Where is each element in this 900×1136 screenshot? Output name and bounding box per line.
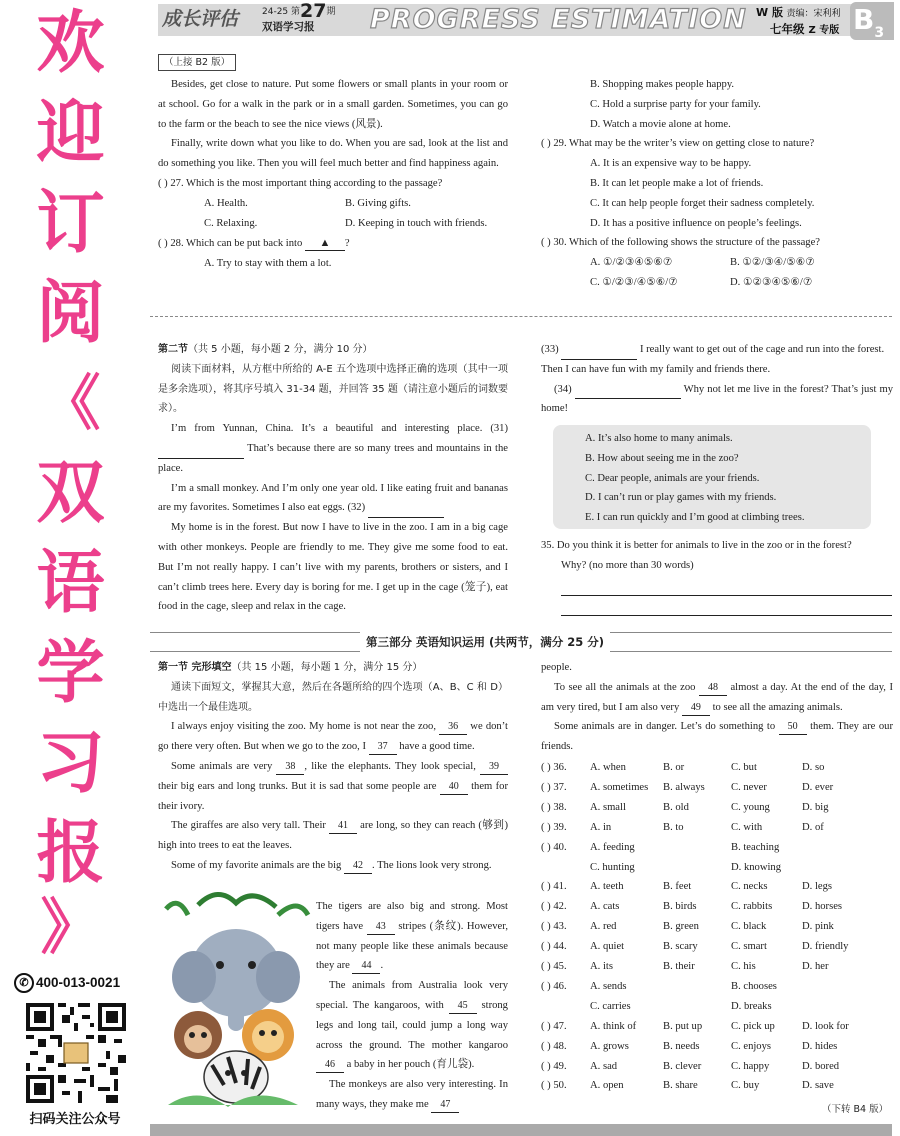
option[interactable]: B. ①②/③④/⑤⑥⑦ bbox=[730, 257, 815, 269]
answer-option[interactable]: B. green bbox=[663, 921, 699, 933]
answer-option[interactable]: A. sends bbox=[590, 980, 627, 992]
option[interactable]: D. It has a positive influence on people’s feelings. bbox=[590, 217, 802, 229]
cloze-question-row bbox=[541, 1037, 893, 1057]
answer-option[interactable]: D. save bbox=[802, 1080, 834, 1092]
answer-option[interactable]: A. cats bbox=[590, 901, 620, 913]
q35-text: 35. Do you think it is better for animals to live in the zoo or in the forest? bbox=[541, 540, 852, 551]
q27-options bbox=[158, 194, 508, 214]
answer-option[interactable]: D. breaks bbox=[731, 1000, 772, 1012]
cloze-blank[interactable]: 47 bbox=[431, 1098, 459, 1113]
cloze-blank[interactable]: 43 bbox=[367, 920, 395, 935]
cloze-question-row bbox=[541, 897, 893, 917]
question-number: ( ) 46. bbox=[541, 980, 567, 992]
version: W 版 bbox=[756, 6, 783, 19]
para-text: The animals from Australia look very special. The kangaroos, with bbox=[316, 980, 508, 1011]
answer-option[interactable]: C. enjoys bbox=[731, 1040, 772, 1052]
passage-paragraph bbox=[158, 419, 508, 478]
option[interactable]: A. ①/②③④⑤⑥⑦ bbox=[590, 257, 673, 269]
answer-option[interactable]: A. when bbox=[590, 762, 626, 773]
cloze-blank[interactable]: 44 bbox=[352, 959, 380, 974]
cloze-text: people. bbox=[541, 662, 572, 673]
answer-option[interactable]: B. to bbox=[663, 821, 684, 833]
answer-option[interactable]: A. think of bbox=[590, 1020, 637, 1032]
answer-option[interactable]: A. grows bbox=[590, 1040, 629, 1052]
question-number: ( ) 40. bbox=[541, 841, 567, 853]
para-text: The giraffes are also very tall. Their bbox=[171, 820, 330, 832]
question-35 bbox=[541, 536, 893, 616]
section2-note: （共 5 小题，每小题 2 分，满分 10 分） bbox=[188, 344, 373, 355]
banner-title: PROGRESS ESTIMATION bbox=[370, 4, 747, 35]
phone-icon: ✆ bbox=[14, 973, 34, 993]
cloze-blank[interactable]: 39 bbox=[480, 760, 508, 775]
cloze-blank[interactable]: 50 bbox=[779, 720, 807, 735]
paper-name: 双语学习报 bbox=[262, 21, 315, 33]
passage-paragraph bbox=[541, 340, 893, 380]
option[interactable]: B. Giving gifts. bbox=[345, 197, 411, 209]
cloze-blank[interactable]: 48 bbox=[699, 681, 727, 696]
answer-option[interactable]: C. never bbox=[731, 781, 767, 793]
page-header bbox=[150, 0, 900, 44]
qr-caption: 扫码关注公众号 bbox=[29, 1112, 121, 1127]
cloze-blank[interactable]: 41 bbox=[329, 819, 357, 834]
option[interactable]: D. Watch a movie alone at home. bbox=[590, 118, 731, 130]
answer-option[interactable]: D. hides bbox=[802, 1040, 838, 1052]
cloze-paragraph bbox=[541, 678, 893, 718]
cloze-paragraph bbox=[541, 717, 893, 757]
cloze-instructions: 通读下面短文，掌握其大意，然后在各题所给的四个选项（A、B、C 和 D）中选出一个最佳选项。 bbox=[158, 681, 508, 713]
answer-option[interactable]: A. red bbox=[590, 921, 617, 933]
para-text: (33) bbox=[541, 344, 559, 355]
option[interactable]: C. It can help people forget their sadness completely. bbox=[590, 197, 815, 209]
question-number: ( ) 43. bbox=[541, 921, 567, 933]
answer-option[interactable]: C. carries bbox=[590, 1000, 631, 1012]
answer-line-34[interactable] bbox=[575, 385, 681, 399]
section2-heading: 第二节 bbox=[158, 344, 188, 355]
answer-option[interactable]: A. quiet bbox=[590, 941, 625, 953]
cloze-blank[interactable]: 36 bbox=[439, 720, 467, 735]
para-text: Why not let me live in the forest? That’s just my home! bbox=[541, 383, 893, 415]
answer-option[interactable]: C. happy bbox=[731, 1060, 770, 1072]
edition: Z 专版 bbox=[808, 25, 840, 36]
answer-option[interactable]: C. his bbox=[731, 961, 756, 972]
cloze-question-row bbox=[541, 957, 893, 977]
header-logo: 成长评估 bbox=[162, 8, 239, 30]
option[interactable]: B. Shopping makes people happy. bbox=[590, 79, 735, 90]
answer-option[interactable]: C. necks bbox=[731, 881, 768, 893]
answer-option[interactable]: D. of bbox=[802, 821, 824, 833]
cloze-question-row bbox=[541, 838, 893, 858]
cloze-question-row bbox=[541, 937, 893, 957]
answer-option[interactable]: D. ever bbox=[802, 781, 834, 793]
cloze-paragraph bbox=[158, 757, 508, 816]
promo-char: 双 bbox=[36, 454, 105, 533]
answer-option[interactable]: C. with bbox=[731, 821, 763, 833]
answer-line-33[interactable] bbox=[561, 346, 637, 360]
q27-options bbox=[158, 214, 508, 234]
question-number: ( ) 49. bbox=[541, 1060, 567, 1072]
cloze-question-row bbox=[541, 778, 893, 798]
cloze-note: （共 15 小题，每小题 1 分，满分 15 分） bbox=[231, 662, 423, 673]
option[interactable]: A. It is an expensive way to be happy. bbox=[590, 158, 752, 170]
para-text: have a good time. bbox=[396, 741, 475, 753]
answer-option[interactable]: D. knowing bbox=[731, 861, 782, 873]
cloze-paragraph bbox=[316, 976, 508, 1075]
promo-char: 》 bbox=[40, 893, 101, 963]
para-text: their big ears and long trunks. But it is sad that some people are bbox=[158, 780, 440, 792]
cloze-blank[interactable]: 40 bbox=[440, 780, 468, 795]
answer-option[interactable]: B. needs bbox=[663, 1040, 700, 1052]
question-number: ( ) 47. bbox=[541, 1020, 567, 1032]
question-28 bbox=[158, 234, 508, 254]
promo-char: 学 bbox=[36, 634, 105, 713]
passage-paragraph: My home is in the forest. But now I have to live in the zoo. I am in a big cage with other monkeys. People are friendly to me. They give me some food to eat. But I’m not really happy. I can’t live with my parents, brothers or sisters, and I can’t climb trees here. Every day is boring for me. I get up in the cage (笼子), eat food in the cage, sleep and relax in the cage. bbox=[158, 522, 508, 613]
para-text: Some animals are in danger. Let’s do something to bbox=[554, 721, 779, 733]
para-text: . The lions look very strong. bbox=[371, 859, 492, 871]
issue-no: 27 bbox=[300, 0, 327, 22]
q28-end: ? bbox=[344, 237, 350, 249]
cloze-left-column bbox=[158, 658, 508, 876]
footer-band bbox=[150, 1124, 892, 1136]
option[interactable]: D. Keeping in touch with friends. bbox=[345, 217, 488, 229]
question-number: ( ) 50. bbox=[541, 1080, 567, 1092]
promo-char: 语 bbox=[36, 544, 105, 623]
reading-left-column bbox=[158, 75, 508, 273]
question-30: ( ) 30. Which of the following shows the structure of the passage? bbox=[541, 237, 820, 249]
answer-option[interactable]: D. legs bbox=[802, 881, 833, 893]
question-number: ( ) 44. bbox=[541, 941, 567, 953]
question-number: ( ) 37. bbox=[541, 781, 567, 793]
cloze-title bbox=[158, 658, 508, 678]
box-option: C. Dear people, animals are your friends. bbox=[585, 472, 760, 484]
promo-char: 报 bbox=[36, 814, 105, 893]
grade-info bbox=[770, 22, 839, 38]
answer-option[interactable]: B. put up bbox=[663, 1020, 703, 1032]
para-text: I really want to get out of the cage and run into the forest. Then I can have fun with my family and friends there. bbox=[541, 344, 885, 375]
option[interactable]: C. Hold a surprise party for your family. bbox=[590, 98, 761, 110]
section-divider bbox=[150, 316, 892, 317]
question-number: ( ) 36. bbox=[541, 762, 567, 773]
cloze-right-column bbox=[541, 658, 893, 757]
answer-option[interactable]: C. young bbox=[731, 801, 770, 813]
option[interactable]: C. Relaxing. bbox=[204, 217, 258, 229]
para-text: That’s because there are so many trees and mountains in the place. bbox=[158, 442, 508, 474]
para-text: strong legs and long tail, could jump a long way across the ground. The mother kangaroo bbox=[316, 999, 508, 1051]
answer-option[interactable]: B. chooses bbox=[731, 980, 777, 992]
box-option: A. It’s also home to many animals. bbox=[585, 433, 733, 444]
cloze-question-row bbox=[541, 977, 893, 997]
section2-right-column bbox=[541, 340, 893, 419]
question-number: ( ) 45. bbox=[541, 961, 567, 972]
promo-char: 阅 bbox=[36, 274, 105, 353]
para-text: I’m from Yunnan, China. It’s a beautiful and interesting place. (31) bbox=[171, 423, 508, 435]
para-text: I’m a small monkey. And I’m only one year old. I like eating fruit and bananas are my favorites. Sometimes I also eat eggs. (32) bbox=[158, 482, 508, 514]
issue-number bbox=[262, 0, 336, 22]
answer-line-35[interactable] bbox=[561, 596, 892, 616]
qr-code[interactable] bbox=[26, 1003, 126, 1103]
cloze-question-row bbox=[541, 1076, 893, 1096]
para-text: . bbox=[380, 960, 384, 972]
q30-options bbox=[541, 273, 893, 293]
answer-line-35[interactable] bbox=[561, 576, 892, 596]
question-number: ( ) 41. bbox=[541, 881, 567, 893]
cloze-blank[interactable]: 38 bbox=[276, 760, 304, 775]
question-29: ( ) 29. What may be the writer’s view on getting close to nature? bbox=[541, 138, 815, 150]
box-option: E. I can run quickly and I’m good at climbing trees. bbox=[585, 512, 805, 524]
answer-option[interactable]: D. pink bbox=[802, 921, 834, 933]
box-option: D. I can’t run or play games with my friends. bbox=[585, 492, 777, 504]
box-option: B. How about seeing me in the zoo? bbox=[585, 452, 739, 464]
option[interactable]: B. It can let people make a lot of friends. bbox=[590, 177, 764, 189]
cloze-blank[interactable]: 37 bbox=[369, 740, 397, 755]
cloze-question-row bbox=[541, 997, 893, 1017]
option[interactable]: A. Health. bbox=[204, 197, 248, 209]
cloze-question-row bbox=[541, 758, 893, 778]
section2-left-column bbox=[158, 340, 508, 617]
continued-from-tag: （上接 B2 版） bbox=[158, 54, 236, 71]
para-text: Some of my favorite animals are the big bbox=[171, 859, 344, 871]
promo-char: 订 bbox=[36, 184, 105, 263]
answer-option[interactable]: D. look for bbox=[802, 1020, 849, 1032]
answer-option[interactable]: A. sometimes bbox=[590, 781, 649, 793]
cloze-blank[interactable]: 42 bbox=[344, 859, 372, 874]
issue-suffix: 期 bbox=[326, 7, 336, 17]
para-text: a baby in her pouch (育儿袋). bbox=[344, 1059, 475, 1071]
cloze-questions bbox=[541, 758, 893, 1098]
answer-option[interactable]: C. black bbox=[731, 921, 767, 933]
para-text: The monkeys are also very interesting. In many ways, they make me bbox=[316, 1079, 508, 1110]
cloze-blank[interactable]: 45 bbox=[449, 999, 477, 1014]
answer-option[interactable]: B. or bbox=[663, 762, 685, 773]
q30-options bbox=[541, 253, 893, 273]
hotline bbox=[14, 972, 138, 994]
page-number bbox=[850, 2, 894, 40]
answer-option[interactable]: A. sad bbox=[590, 1060, 618, 1072]
answer-option[interactable]: B. clever bbox=[663, 1060, 702, 1072]
answer-option[interactable]: D. big bbox=[802, 801, 829, 813]
para-text: The tigers are also big and strong. Most tigers have bbox=[316, 901, 508, 932]
answer-option[interactable]: A. small bbox=[590, 801, 626, 813]
answer-option[interactable]: B. feet bbox=[663, 881, 692, 893]
cloze-paragraph bbox=[316, 897, 508, 976]
page-digit: 3 bbox=[874, 25, 885, 41]
cloze-question-row bbox=[541, 798, 893, 818]
para-text: them for their ivory. bbox=[158, 780, 508, 812]
para-text: , like the elephants. They look special, bbox=[304, 760, 480, 772]
question-number: ( ) 39. bbox=[541, 821, 567, 833]
para-text: Some animals are very bbox=[171, 760, 277, 772]
promo-char: 迎 bbox=[36, 94, 105, 173]
animals-illustration bbox=[158, 885, 313, 1115]
answer-option[interactable]: B. teaching bbox=[731, 841, 780, 853]
reading-paragraph: Finally, write down what you like to do. When you are sad, look at the list and do something you like. Then you will feel much better and find happiness again. bbox=[158, 138, 508, 170]
answer-line-32[interactable] bbox=[368, 504, 444, 518]
cloze-paragraph bbox=[316, 1075, 508, 1115]
grade: 七年级 bbox=[770, 22, 805, 36]
answer-option[interactable]: A. in bbox=[590, 821, 612, 833]
answer-option[interactable]: C. pick up bbox=[731, 1020, 775, 1032]
hotline-number: 400-013-0021 bbox=[36, 975, 121, 990]
answer-option[interactable]: D. bored bbox=[802, 1060, 840, 1072]
answer-option[interactable]: D. her bbox=[802, 961, 829, 972]
question-number: ( ) 42. bbox=[541, 901, 567, 913]
q28-text: ( ) 28. Which can be put back into bbox=[158, 237, 303, 249]
answer-option[interactable]: D. horses bbox=[802, 901, 843, 913]
answer-option[interactable]: D. so bbox=[802, 762, 825, 773]
editor: 责编：宋利利 bbox=[786, 9, 841, 19]
reading-right-column bbox=[541, 75, 893, 293]
promo-column bbox=[0, 0, 140, 1136]
section2-title bbox=[158, 340, 508, 360]
para-text: stripes (条纹). However, not many people like these animals because they are bbox=[316, 920, 508, 972]
promo-char: 欢 bbox=[36, 4, 105, 83]
answer-option[interactable]: C. buy bbox=[731, 1080, 760, 1092]
answer-line-31[interactable] bbox=[158, 445, 244, 459]
options-box bbox=[553, 425, 871, 529]
reading-paragraph: Besides, get close to nature. Put some flowers or small plants in your room or at school. Go for a walk in the park or in a small garden. Sometimes, you can go to the farm or the beach to see the nice views (风景). bbox=[158, 79, 508, 130]
question-number: ( ) 38. bbox=[541, 801, 567, 813]
cloze-question-row bbox=[541, 818, 893, 838]
passage-paragraph bbox=[158, 479, 508, 519]
para-text: are long, so they can reach (够到) high into trees to eat the leaves. bbox=[158, 820, 508, 852]
cloze-left-column-2 bbox=[316, 897, 508, 1115]
cloze-paragraph bbox=[158, 856, 508, 876]
answer-option[interactable]: B. old bbox=[663, 801, 689, 813]
promo-char: 《 bbox=[40, 369, 101, 439]
promo-char: 习 bbox=[36, 724, 105, 803]
para-text: To see all the animals at the zoo bbox=[554, 681, 699, 693]
answer-option[interactable]: C. but bbox=[731, 762, 757, 773]
answer-option[interactable]: A. open bbox=[590, 1080, 624, 1092]
answer-option[interactable]: C. smart bbox=[731, 941, 767, 953]
answer-blank[interactable]: ▲ bbox=[305, 236, 345, 251]
answer-option[interactable]: A. feeding bbox=[590, 841, 635, 853]
q35-text: Why? (no more than 30 words) bbox=[561, 559, 694, 571]
cloze-question-row bbox=[541, 1017, 893, 1037]
answer-option[interactable]: C. rabbits bbox=[731, 901, 773, 913]
para-text: we don’t go there very often. But when we go to the zoo, I bbox=[158, 721, 508, 753]
answer-option[interactable]: B. scary bbox=[663, 941, 698, 953]
continued-to-tag: （下转 B4 版） bbox=[822, 1104, 889, 1115]
answer-option[interactable]: B. always bbox=[663, 781, 705, 793]
answer-option[interactable]: C. hunting bbox=[590, 861, 635, 873]
question-number: ( ) 48. bbox=[541, 1040, 567, 1052]
answer-option[interactable]: B. share bbox=[663, 1080, 698, 1092]
para-text: them. They are our friends. bbox=[541, 721, 893, 753]
cloze-paragraph bbox=[158, 816, 508, 856]
para-text: to see all the amazing animals. bbox=[709, 701, 843, 713]
option[interactable]: D. ①②③④⑤⑥/⑦ bbox=[730, 277, 813, 289]
cloze-question-row bbox=[541, 858, 893, 878]
answer-option[interactable]: A. teeth bbox=[590, 881, 624, 893]
cloze-question-row bbox=[541, 917, 893, 937]
para-text: almost a day. At the end of the day, I am very tired, but I am also very bbox=[541, 681, 893, 713]
cloze-paragraph bbox=[158, 717, 508, 757]
cloze-heading: 第一节 完形填空 bbox=[158, 662, 232, 673]
passage-paragraph bbox=[541, 380, 893, 420]
answer-option[interactable]: D. friendly bbox=[802, 941, 849, 953]
option[interactable]: A. Try to stay with them a lot. bbox=[204, 257, 332, 269]
part3-title: 第三部分 英语知识运用 (共两节，满分 25 分) bbox=[360, 632, 610, 652]
option[interactable]: C. ①/②③/④⑤⑥/⑦ bbox=[590, 277, 678, 289]
page-letter: B bbox=[853, 3, 875, 36]
cloze-question-row bbox=[541, 1057, 893, 1077]
cloze-blank[interactable]: 49 bbox=[682, 701, 710, 716]
cloze-question-row bbox=[541, 877, 893, 897]
question-27: ( ) 27. Which is the most important thing according to the passage? bbox=[158, 177, 443, 189]
para-text: (34) bbox=[554, 383, 572, 395]
issue-prefix: 24-25 第 bbox=[262, 7, 301, 17]
cloze-blank[interactable]: 46 bbox=[316, 1058, 344, 1073]
answer-option[interactable]: B. birds bbox=[663, 901, 697, 913]
answer-option[interactable]: B. their bbox=[663, 961, 695, 972]
para-text: I always enjoy visiting the zoo. My home is not near the zoo, bbox=[171, 721, 440, 733]
section2-instructions: 阅读下面材料，从方框中所给的 A-E 五个选项中选择正确的选项（其中一项是多余选项），将其序号填入 31-34 题，并回答 35 题（请注意小题后的词数要求）。 bbox=[158, 363, 508, 415]
answer-option[interactable]: A. its bbox=[590, 961, 613, 972]
version-info bbox=[756, 6, 840, 21]
